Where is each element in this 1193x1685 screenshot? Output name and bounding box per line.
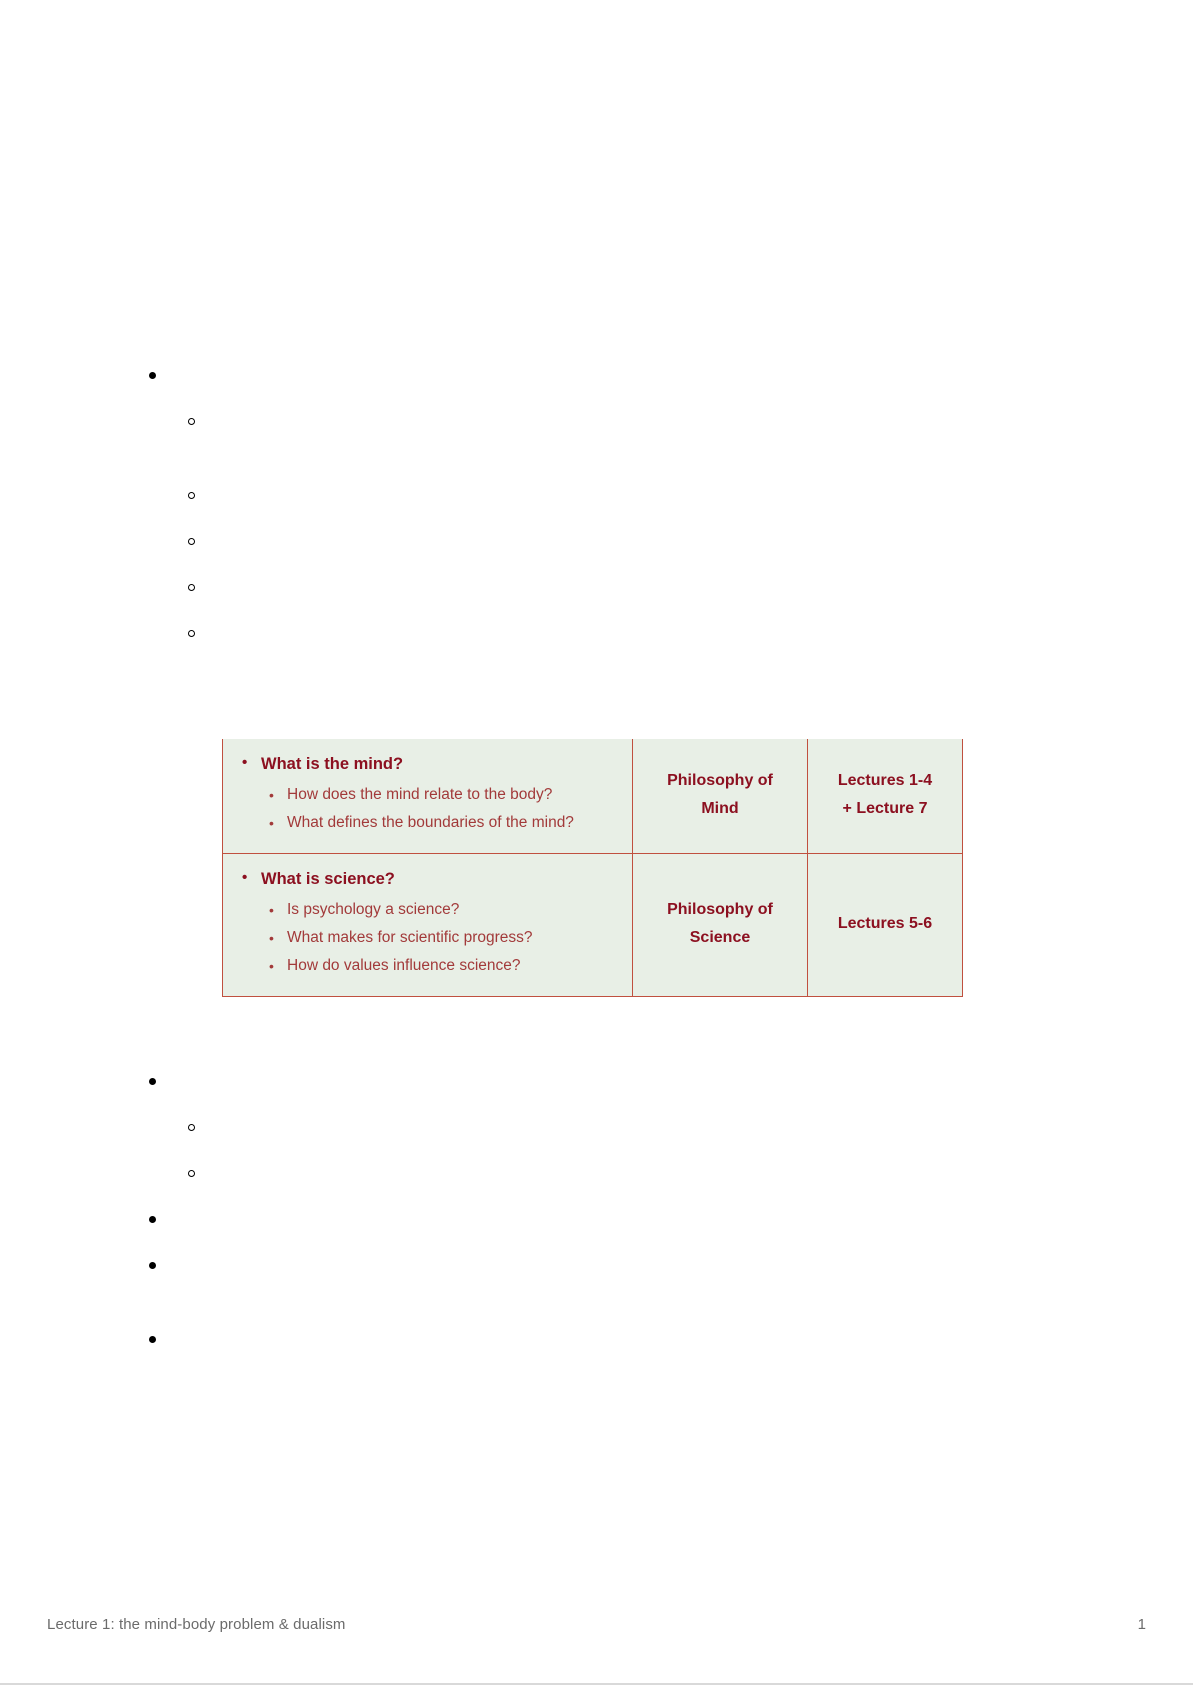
bullet-text [168, 1204, 1040, 1222]
bullet-text [208, 526, 1040, 544]
spacer [140, 424, 1040, 452]
list-item [140, 526, 1040, 544]
sub-question: • How do values influence science? [235, 952, 620, 980]
sub-question: • What makes for scientific progress? [235, 924, 620, 952]
bullet-text [168, 1250, 1040, 1268]
spacer [140, 1176, 1040, 1204]
bullet-text [208, 618, 1040, 636]
spacer [140, 452, 1040, 480]
field-line-1: Philosophy of [667, 772, 773, 789]
bullet-text [208, 480, 1040, 498]
bullet-text [208, 1158, 1040, 1176]
spacer [140, 1296, 1040, 1324]
spacer [140, 1268, 1040, 1296]
table-cell-lectures [808, 854, 963, 997]
question-heading: • What is the mind? [235, 753, 620, 775]
spacer [140, 1084, 1040, 1112]
spacer [140, 1222, 1040, 1250]
bullet-text [208, 572, 1040, 590]
sub-question: • What defines the boundaries of the mind? [235, 809, 620, 837]
lectures-line-2: + Lecture 7 [842, 800, 928, 817]
question-heading: • What is science? [235, 868, 620, 890]
field-line-2: Mind [701, 800, 739, 817]
field-line-2: Science [689, 929, 751, 946]
list-item [140, 406, 1040, 424]
list-item [140, 1250, 1040, 1268]
spacer [140, 378, 1040, 406]
list-item [140, 360, 1040, 378]
bullet-text [208, 406, 1040, 424]
list-item [140, 1204, 1040, 1222]
list-item [140, 1112, 1040, 1130]
page-footer [47, 1616, 1146, 1633]
spacer [140, 544, 1040, 572]
table-cell-field [633, 854, 808, 997]
list-item [140, 1158, 1040, 1176]
outline-bottom [140, 1066, 1040, 1342]
list-item [140, 618, 1040, 636]
topics-table [222, 739, 963, 997]
table-row [223, 739, 963, 854]
footer-title: Lecture 1: the mind-body problem & dualism [47, 1616, 346, 1633]
lectures-line-1: Lectures 5-6 [837, 915, 933, 932]
sub-question: • How does the mind relate to the body? [235, 781, 620, 809]
list-item [140, 480, 1040, 498]
table-row [223, 854, 963, 997]
outline-top [140, 360, 1040, 636]
footer-page-number: 1 [1137, 1616, 1146, 1633]
spacer [140, 1130, 1040, 1158]
topics-table-wrapper [222, 739, 933, 997]
table-cell-questions [223, 739, 633, 854]
bullet-text [168, 1324, 1040, 1342]
bullet-text [168, 360, 1040, 378]
list-item [140, 1324, 1040, 1342]
list-item [140, 1066, 1040, 1084]
table-cell-questions [223, 854, 633, 997]
bullet-text [168, 1066, 1040, 1084]
lectures-line-1: Lectures 1-4 [837, 772, 933, 789]
sub-question: • Is psychology a science? [235, 896, 620, 924]
table-cell-field [633, 739, 808, 854]
spacer [140, 498, 1040, 526]
spacer [140, 590, 1040, 618]
bullet-text [208, 1112, 1040, 1130]
list-item [140, 572, 1040, 590]
field-line-1: Philosophy of [667, 901, 773, 918]
table-cell-lectures [808, 739, 963, 854]
